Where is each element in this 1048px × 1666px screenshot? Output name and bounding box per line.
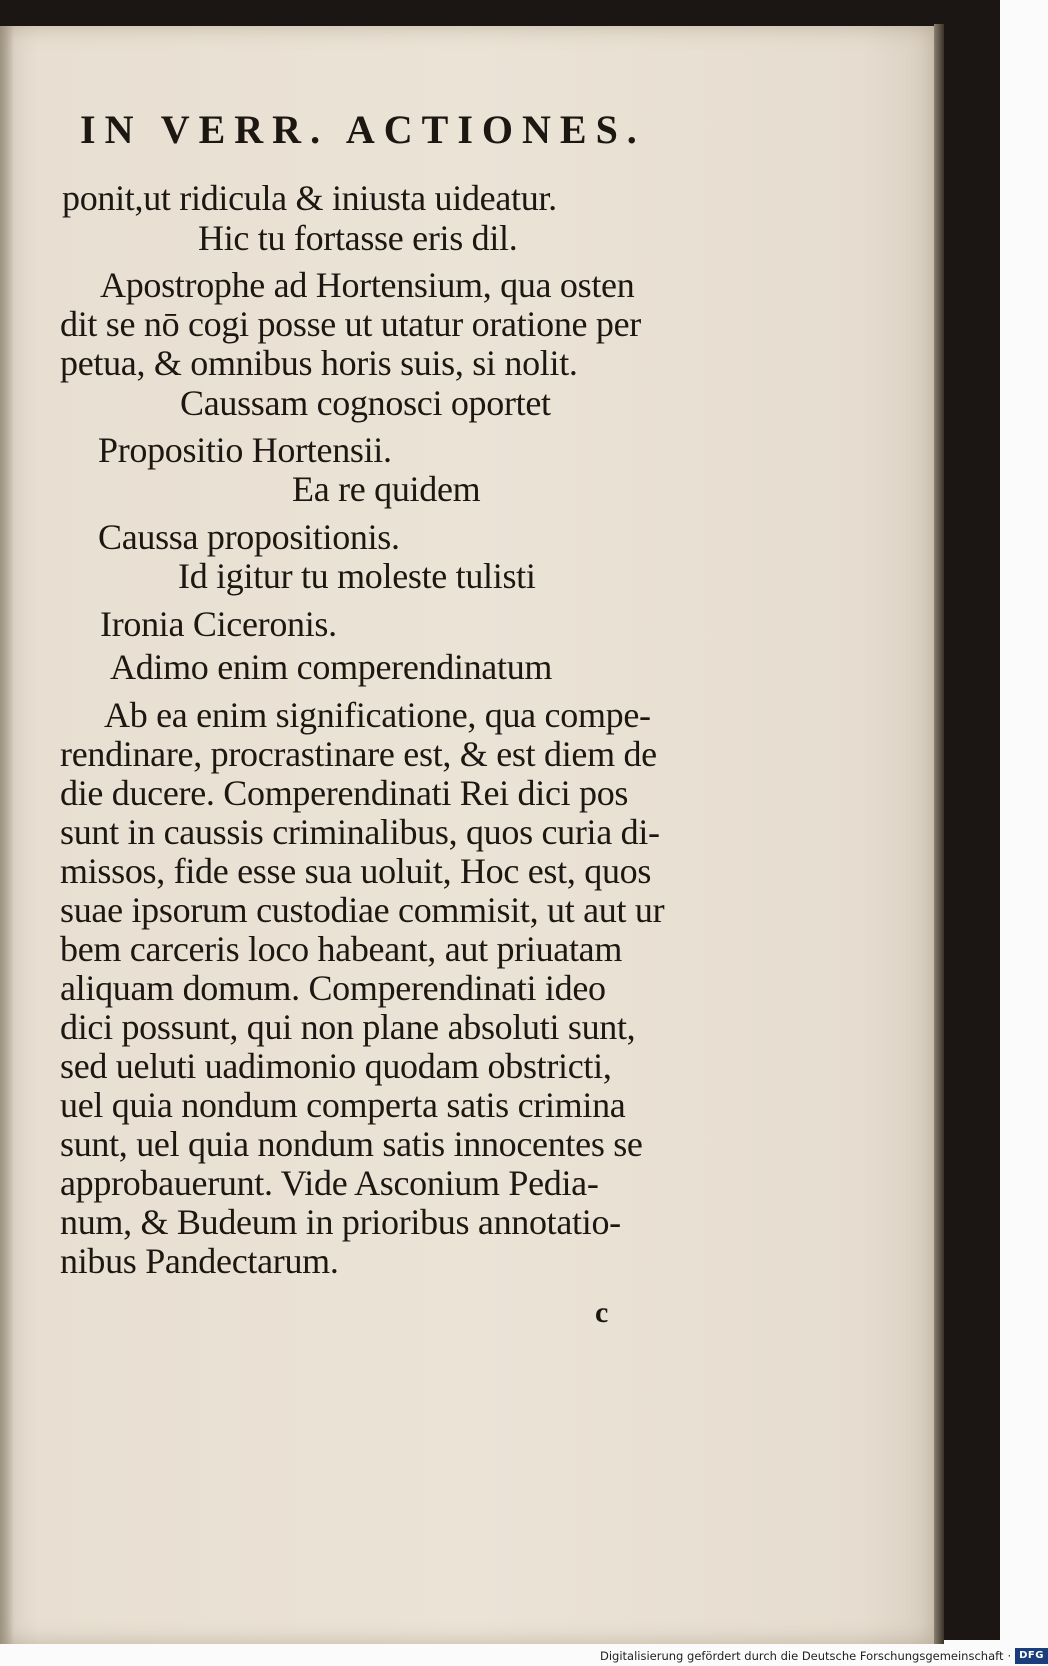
text-line: Id igitur tu moleste tulisti — [178, 556, 536, 596]
text-line: num, & Budeum in prioribus annotatio- — [60, 1202, 621, 1242]
text-line: rendinare, procrastinare est, & est diem de — [60, 734, 657, 774]
text-line: Hic tu fortasse eris dil. — [198, 218, 518, 258]
text-line: approbauerunt. Vide Asconium Pedia- — [60, 1163, 599, 1203]
page-spine-shadow — [0, 26, 14, 1644]
text-line: Ab ea enim significatione, qua compe- — [104, 695, 651, 735]
text-line: Caussa propositionis. — [98, 517, 400, 557]
footer-text: Digitalisierung gefördert durch die Deutsche Forschungsgemeinschaft — [600, 1649, 1004, 1663]
footer-separator: · — [1007, 1649, 1012, 1663]
text-line: Ea re quidem — [292, 469, 481, 509]
text-line: ponit,ut ridicula & iniusta uideatur. — [62, 178, 557, 218]
text-line: Apostrophe ad Hortensium, qua osten — [100, 265, 635, 305]
text-line: petua, & omnibus horis suis, si nolit. — [60, 343, 578, 383]
text-line: sunt, uel quia nondum satis innocentes se — [60, 1124, 643, 1164]
text-line: Propositio Hortensii. — [98, 430, 392, 470]
text-line: die ducere. Comperendinati Rei dici pos — [60, 773, 629, 813]
text-line: aliquam domum. Comperendinati ideo — [60, 968, 606, 1008]
running-head: IN VERR. ACTIONES. — [80, 107, 646, 152]
text-line: uel quia nondum comperta satis crimina — [60, 1085, 626, 1125]
text-line: dici possunt, qui non plane absoluti sunt, — [60, 1007, 636, 1047]
text-line: sed ueluti uadimonio quodam obstricti, — [60, 1046, 612, 1086]
text-line: Adimo enim comperendinatum — [110, 647, 553, 687]
text-line: nibus Pandectarum. — [60, 1241, 339, 1281]
text-line: Caussam cognosci oportet — [180, 383, 551, 423]
text-line: missos, fide esse sua uoluit, Hoc est, quos — [60, 851, 652, 891]
signature-mark: c — [595, 1296, 609, 1329]
text-line: sunt in caussis criminalibus, quos curia di- — [60, 812, 660, 852]
text-line: suae ipsorum custodiae commisit, ut aut ur — [60, 890, 665, 930]
text-line: bem carceris loco habeant, aut priuatam — [60, 929, 623, 969]
text-line: dit se nō cogi posse ut utatur oratione per — [60, 304, 641, 344]
dfg-logo: DFG — [1015, 1648, 1048, 1664]
digitization-footer — [600, 1646, 1048, 1666]
text-line: Ironia Ciceronis. — [100, 604, 337, 644]
page-edge — [934, 24, 944, 1644]
